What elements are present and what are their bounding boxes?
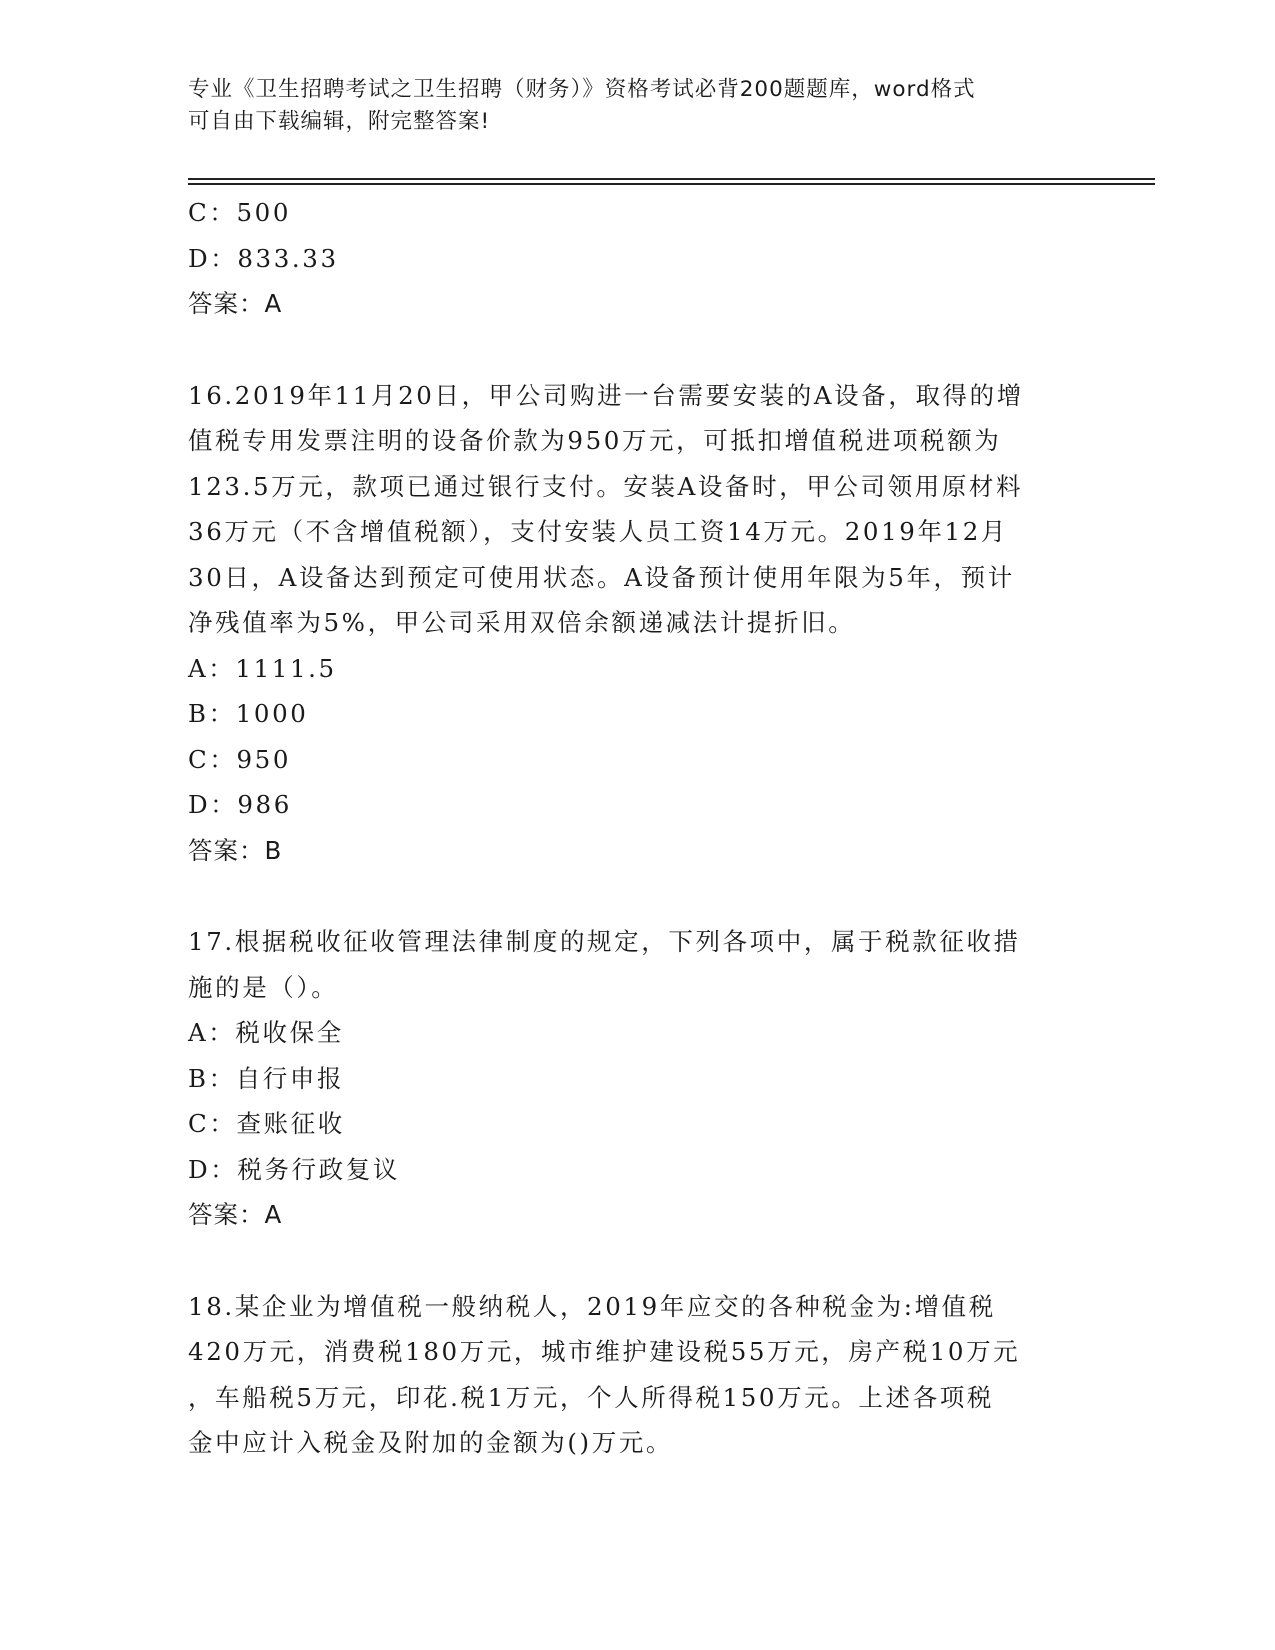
option-c: C：500 xyxy=(188,198,292,227)
header-rule-bottom xyxy=(188,183,1155,185)
answer-line: 答案：B xyxy=(188,835,283,865)
option-b: B：1000 xyxy=(188,699,309,728)
question-text-line: 420万元，消费税180万元，城市维护建设税55万元，房产税10万元 xyxy=(188,1337,1021,1366)
option-a: A：税收保全 xyxy=(188,1018,344,1047)
question-text-line: 30日，A设备达到预定可使用状态。A设备预计使用年限为5年，预计 xyxy=(188,562,1015,592)
question-16 xyxy=(188,373,1088,874)
question-text-line: 16.2019年11月20日，甲公司购进一台需要安装的A设备，取得的增 xyxy=(188,380,1024,410)
option-c: C：查账征收 xyxy=(188,1109,345,1138)
option-a: A：1111.5 xyxy=(188,653,337,683)
option-d: D：986 xyxy=(188,790,292,819)
question-text-line: 18.某企业为增值税一般纳税人，2019年应交的各种税金为:增值税 xyxy=(188,1291,996,1321)
question-text-line: 123.5万元，款项已通过银行支付。安装A设备时，甲公司领用原材料 xyxy=(188,471,1024,501)
option-d: D：税务行政复议 xyxy=(188,1154,400,1184)
answer-line: 答案：A xyxy=(188,289,283,318)
option-b: B：自行申报 xyxy=(188,1063,345,1093)
answer-line: 答案：A xyxy=(188,1200,283,1229)
question-text-line: 净残值率为5%，甲公司采用双倍余额递减法计提折旧。 xyxy=(188,608,856,637)
question-text-line: 17.根据税收征收管理法律制度的规定，下列各项中，属于税款征收措 xyxy=(188,927,1021,956)
question-text-line: 施的是（）。 xyxy=(188,972,339,1002)
question-text-line: ，车船税5万元，印花.税1万元，个人所得税150万元。上述各项税 xyxy=(188,1382,994,1412)
header-rule-top xyxy=(188,178,1155,180)
header-line-2: 可自由下载编辑，附完整答案! xyxy=(188,109,491,134)
header-line-1: 专业《卫生招聘考试之卫生招聘（财务）》资格考试必背200题题库，word格式 xyxy=(188,77,976,102)
question-15-tail xyxy=(188,190,1088,327)
question-text-line: 36万元（不含增值税额），支付安装人员工资14万元。2019年12月 xyxy=(188,517,1009,546)
option-c: C：950 xyxy=(188,744,292,774)
option-d: D：833.33 xyxy=(188,243,339,273)
question-18 xyxy=(188,1284,1088,1466)
document-body xyxy=(188,190,1088,1466)
question-text-line: 值税专用发票注明的设备价款为950万元，可抵扣增值税进项税额为 xyxy=(188,426,1002,455)
question-17 xyxy=(188,919,1088,1238)
question-text-line: 金中应计入税金及附加的金额为()万元。 xyxy=(188,1428,674,1457)
document-header xyxy=(188,74,1088,138)
